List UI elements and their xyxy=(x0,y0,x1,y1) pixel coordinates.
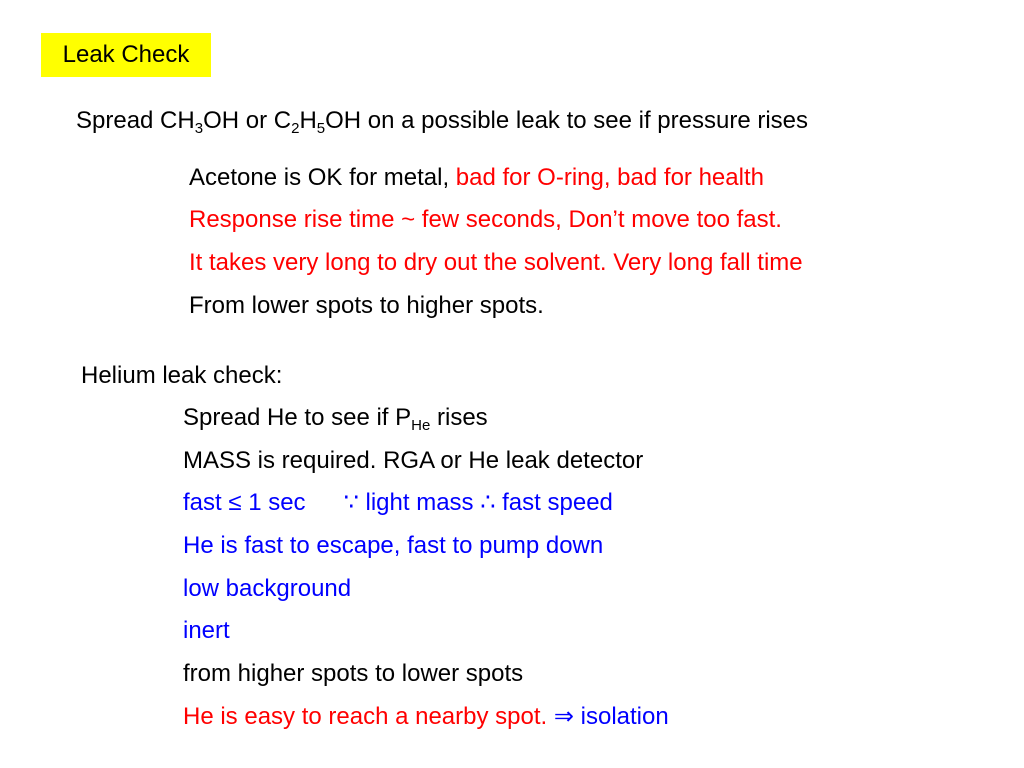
reach-text: He is easy to reach a nearby spot. xyxy=(183,703,554,730)
fast-reason: ∵ light mass ∴ fast speed xyxy=(343,489,613,516)
response-time-line: Response rise time ~ few seconds, Don’t move too fast. xyxy=(189,206,782,233)
fast-time: fast ≤ 1 sec xyxy=(183,489,306,516)
helium-spread-line xyxy=(183,403,488,433)
solvent-intro-sub-2: 2 xyxy=(291,120,300,137)
solvent-intro-text-1: Spread CH xyxy=(76,107,195,134)
escape-line: He is fast to escape, fast to pump down xyxy=(183,532,604,559)
solvent-intro-text-2: OH or C xyxy=(203,107,292,134)
solvent-intro-text-3: H xyxy=(299,107,317,134)
acetone-text: Acetone is OK for metal, xyxy=(189,164,456,191)
helium-spread-text: Spread He to see if P xyxy=(183,404,412,431)
isolation-line xyxy=(183,702,669,732)
solvent-intro-line xyxy=(76,106,808,136)
helium-spread-end: rises xyxy=(430,404,488,431)
acetone-line xyxy=(189,163,764,193)
acetone-warning: bad for O-ring, bad for health xyxy=(455,164,764,191)
solvent-direction-line: From lower spots to higher spots. xyxy=(189,292,544,319)
helium-heading: Helium leak check: xyxy=(81,362,283,389)
fast-line xyxy=(183,488,613,518)
solvent-intro-sub-3: 5 xyxy=(316,120,326,137)
slide-title: Leak Check xyxy=(41,33,211,77)
solvent-intro-sub-1: 3 xyxy=(194,120,204,137)
isolation-text: ⇒ isolation xyxy=(553,703,669,730)
dry-out-line: It takes very long to dry out the solvent. Very long fall time xyxy=(189,249,803,276)
helium-direction-line: from higher spots to lower spots xyxy=(183,660,524,687)
helium-spread-sub: He xyxy=(411,417,431,434)
mass-line: MASS is required. RGA or He leak detector xyxy=(183,447,644,474)
solvent-intro-text-4: OH on a possible leak to see if pressure rises xyxy=(325,107,809,134)
inert-line: inert xyxy=(183,617,230,644)
background-line: low background xyxy=(183,575,352,602)
